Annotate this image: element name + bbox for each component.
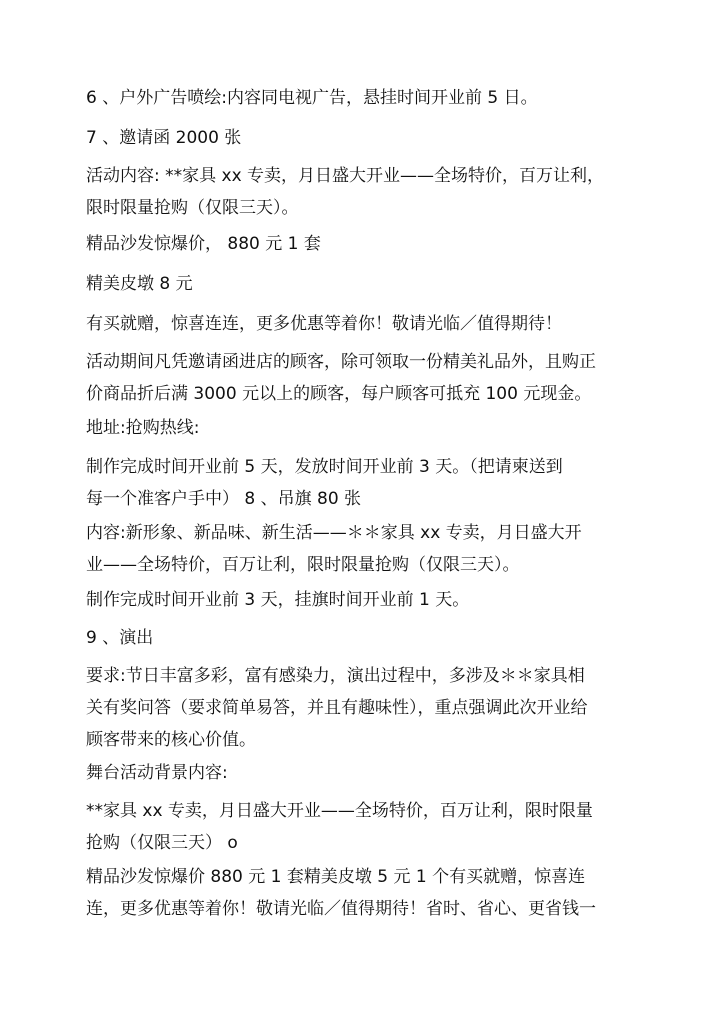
text-line: 限时限量抢购（仅限三天）。 <box>86 198 299 218</box>
text-line: 舞台活动背景内容: <box>86 763 228 783</box>
text-line: 每一个准客户手中） 8 、吊旗 80 张 <box>86 489 362 509</box>
text-line: 精品沙发惊爆价 880 元 1 套精美皮墩 5 元 1 个有买就赠，惊喜连 <box>86 867 586 887</box>
paragraph-stage-slogan <box>86 795 646 859</box>
paragraph-stool-price <box>86 268 646 300</box>
paragraph-production-time <box>86 451 646 515</box>
paragraph-address <box>86 412 646 444</box>
text-line: 业——全场特价，百万让利，限时限量抢购（仅限三天）。 <box>86 555 520 575</box>
text-line: 制作完成时间开业前 5 天，发放时间开业前 3 天。（把请柬送到 <box>86 457 563 477</box>
text-line: 9 、演出 <box>86 628 154 648</box>
paragraph-gifts <box>86 308 646 340</box>
text-line: 活动期间凡凭邀请函进店的顾客，除可领取一份精美礼品外，且购正 <box>86 352 596 372</box>
text-line: 价商品折后满 3000 元以上的顾客，每户顾客可抵充 100 元现金。 <box>86 384 592 404</box>
text-line: 抢购（仅限三天） o <box>86 833 238 853</box>
paragraph-banner-time <box>86 584 646 616</box>
paragraph-banner-content <box>86 517 646 581</box>
paragraph-performance-heading <box>86 622 646 654</box>
paragraph-stage-background <box>86 757 646 789</box>
paragraph-stage-promo <box>86 861 646 925</box>
paragraph-activity-period <box>86 346 646 410</box>
text-line: 精美皮墩 8 元 <box>86 274 193 294</box>
paragraph-activity-content <box>86 160 646 224</box>
text-line: 活动内容: **家具 xx 专卖，月日盛大开业——全场特价，百万让利， <box>86 166 605 186</box>
text-line: 有买就赠，惊喜连连，更多优惠等着你！敬请光临／值得期待！ <box>86 314 562 334</box>
text-line: 连，更多优惠等着你！敬请光临／值得期待！省时、省心、更省钱一 <box>86 899 596 919</box>
paragraph-outdoor-ads <box>86 82 646 114</box>
text-line: 7 、邀请函 2000 张 <box>86 128 242 148</box>
text-line: 顾客带来的核心价值。 <box>86 730 256 750</box>
paragraph-sofa-price <box>86 228 646 260</box>
text-line: 要求:节日丰富多彩，富有感染力，演出过程中，多涉及＊＊家具相 <box>86 666 585 686</box>
paragraph-performance-requirements <box>86 660 646 756</box>
text-line: 内容:新形象、新品味、新生活——＊＊家具 xx 专卖，月日盛大开 <box>86 523 582 543</box>
text-line: 关有奖问答（要求简单易答，并且有趣味性），重点强调此次开业给 <box>86 698 588 718</box>
text-line: 地址:抢购热线: <box>86 418 200 438</box>
text-line: 制作完成时间开业前 3 天，挂旗时间开业前 1 天。 <box>86 590 470 610</box>
text-line: 精品沙发惊爆价， 880 元 1 套 <box>86 234 321 254</box>
paragraph-invitation-heading <box>86 122 646 154</box>
text-line: 6 、户外广告喷绘:内容同电视广告，悬挂时间开业前 5 日。 <box>86 88 538 108</box>
text-line: **家具 xx 专卖，月日盛大开业——全场特价，百万让利，限时限量 <box>86 801 593 821</box>
